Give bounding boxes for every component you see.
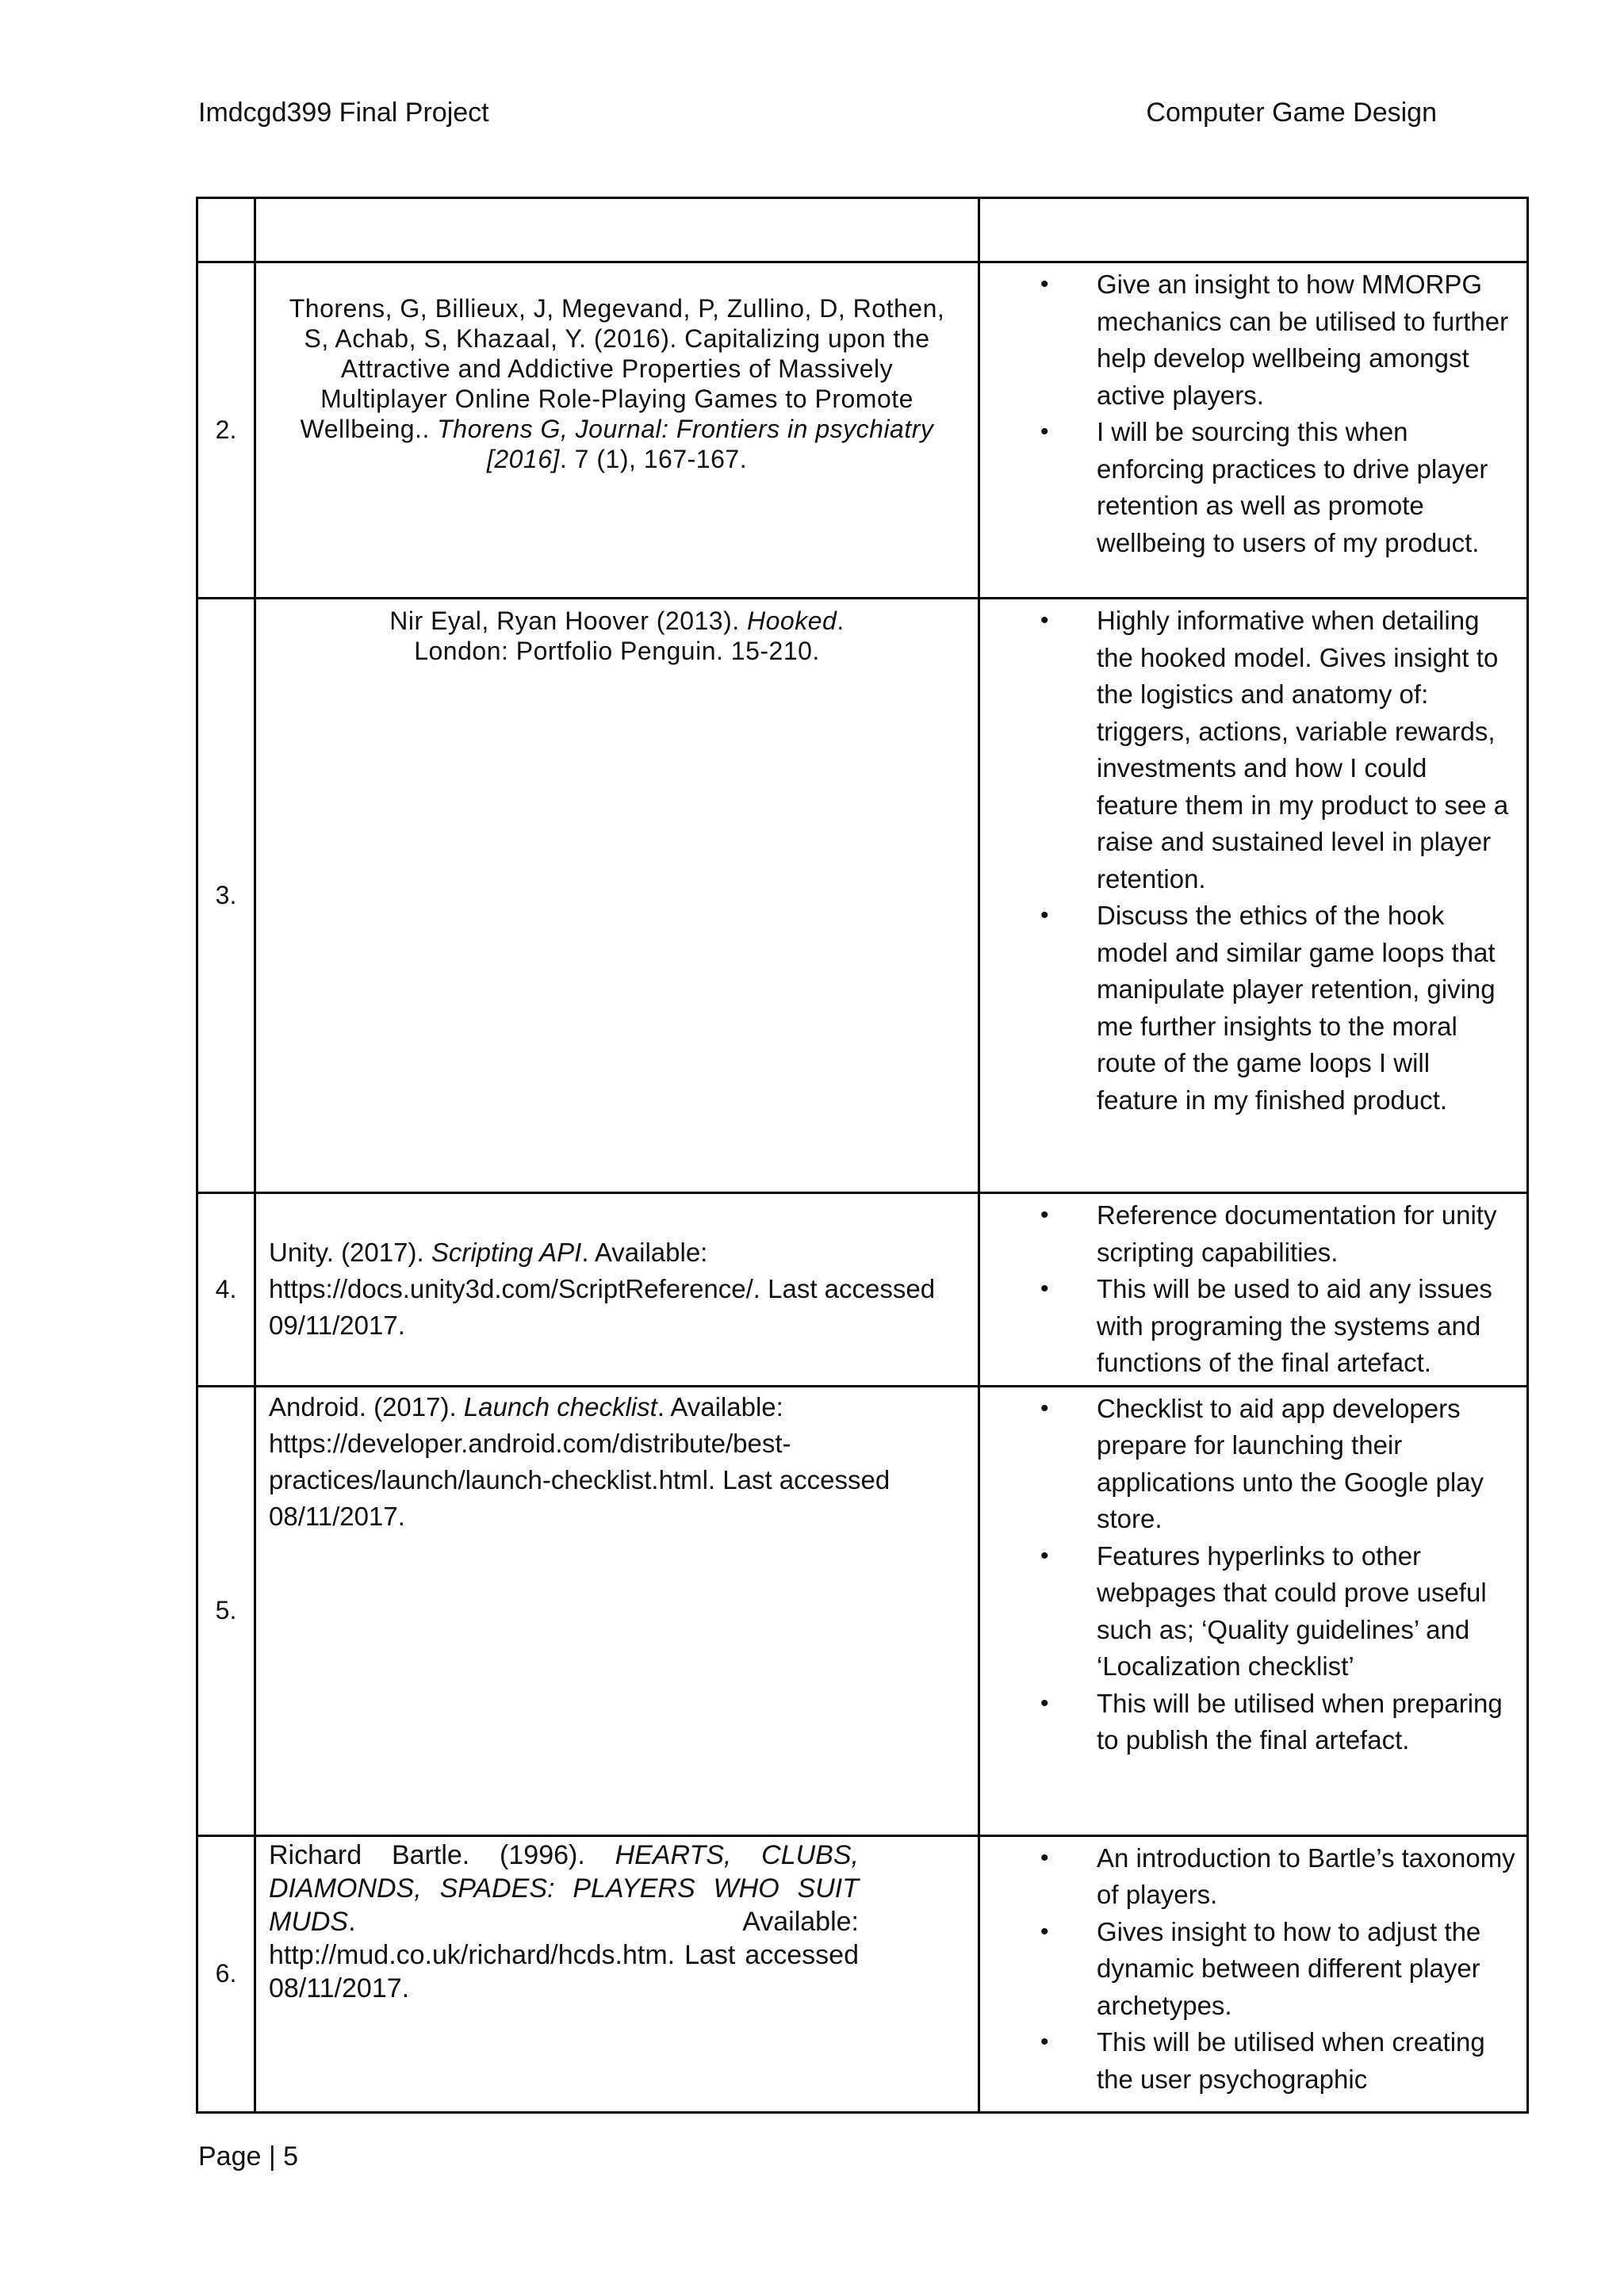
usage-cell [979, 198, 1528, 262]
header-course-title: Computer Game Design [1146, 98, 1437, 128]
usage-cell [979, 262, 1528, 599]
row-number [197, 198, 255, 262]
reference-part: . London: Portfolio Penguin. 15-210. [414, 607, 845, 665]
usage-cell [979, 599, 1528, 1193]
reference-part: Unity. (2017). [269, 1238, 431, 1268]
list-item: • An introduction to Bartle’s taxonomy of players. [980, 1840, 1515, 1914]
reference-part: Richard Bartle. (1996). [269, 1839, 615, 1870]
row-number: 4. [197, 1193, 255, 1387]
table-row [197, 1193, 1528, 1387]
reference-part: Hooked [747, 607, 837, 635]
usage-cell [979, 1835, 1528, 2112]
list-item: • Gives insight to how to adjust the dynamic between different player archetypes. [980, 1914, 1515, 2025]
usage-list [980, 1837, 1526, 2102]
reference-part: . Available: https://docs.unity3d.com/ScriptReference/. Last accessed 09/11/2017. [269, 1238, 936, 1341]
reference-text [256, 263, 978, 480]
reference-part: HEARTS, CLUBS, DIAMONDS, SPADES: PLAYERS WHO SUIT MUDS [269, 1839, 859, 1937]
table-row [197, 599, 1528, 1193]
list-item: • This will be used to aid any issues with programing the systems and functions of the final artefact. [980, 1271, 1515, 1382]
list-item: • Discuss the ethics of the hook model and similar game loops that manipulate player retention, giving me further insights to the moral route of the game loops I will feature in my finished product. [980, 897, 1515, 1119]
list-item: • This will be utilised when preparing to publish the final artefact. [980, 1686, 1515, 1759]
reference-text [256, 1837, 978, 2011]
reference-part: Android. (2017). [269, 1391, 464, 1422]
row-number: 3. [197, 599, 255, 1193]
reference-part: Nir Eyal, Ryan Hoover (2013). [389, 607, 748, 635]
reference-part: . Available: https://developer.android.com/distribute/best-practices/launch/launch-checklist.html. Last accessed 08/11/2017. [269, 1391, 891, 1531]
reference-cell [255, 1835, 979, 2112]
reference-cell [255, 1193, 979, 1387]
table-row [197, 262, 1528, 599]
table-row [197, 1835, 1528, 2112]
list-item: • I will be sourcing this when enforcing practices to drive player retention as well as promote wellbeing to users of my product. [980, 414, 1515, 561]
table-row [197, 1386, 1528, 1835]
table-row [197, 198, 1528, 262]
references-table [196, 197, 1529, 2114]
reference-part: Thorens, G, Billieux, J, Megevand, P, Zullino, D, Rothen, S, Achab, S, Khazaal, Y. (2016). Capitalizing upon the Attractive and Addictive Properties of Massively Multiplayer Online Role-Playing Games to Promote Wellbeing.. [289, 294, 945, 443]
header-project-title: Imdcgd399 Final Project [198, 98, 489, 128]
usage-list [980, 1387, 1526, 1762]
usage-list [980, 263, 1526, 564]
list-item: • Features hyperlinks to other webpages that could prove useful such as; ‘Quality guidelines’ and ‘Localization checklist’ [980, 1538, 1515, 1686]
reference-part: Launch checklist [463, 1391, 657, 1422]
usage-list [980, 599, 1526, 1122]
usage-cell [979, 1193, 1528, 1387]
reference-cell [255, 599, 979, 1193]
reference-cell [255, 1386, 979, 1835]
list-item: • Checklist to aid app developers prepare for launching their applications unto the Google play store. [980, 1391, 1515, 1538]
reference-cell [255, 198, 979, 262]
list-item: • Give an insight to how MMORPG mechanics can be utilised to further help develop wellbeing amongst active players. [980, 266, 1515, 414]
reference-part: Thorens G, Journal: Frontiers in psychiatry [2016] [437, 415, 934, 473]
list-item: • This will be utilised when creating the user psychographic [980, 2024, 1515, 2098]
usage-cell [979, 1386, 1528, 1835]
reference-part: Scripting API [431, 1238, 582, 1268]
list-item: • Reference documentation for unity scripting capabilities. [980, 1197, 1515, 1271]
reference-text [256, 599, 978, 672]
reference-text [256, 1228, 978, 1350]
row-number: 6. [197, 1835, 255, 2112]
reference-cell [255, 262, 979, 599]
page-number: Page | 5 [198, 2141, 299, 2172]
usage-list [980, 1194, 1526, 1385]
row-number: 2. [197, 262, 255, 599]
reference-part: . 7 (1), 167-167. [559, 445, 748, 473]
reference-text [256, 1387, 978, 1541]
row-number: 5. [197, 1386, 255, 1835]
reference-part: . Available: http://mud.co.uk/richard/hcds.htm. Last accessed 08/11/2017. [269, 1906, 859, 2003]
list-item: • Highly informative when detailing the hooked model. Gives insight to the logistics and anatomy of: triggers, actions, variable rewards, investments and how I could feature them in my product to see a raise and sustained level in player retention. [980, 603, 1515, 897]
